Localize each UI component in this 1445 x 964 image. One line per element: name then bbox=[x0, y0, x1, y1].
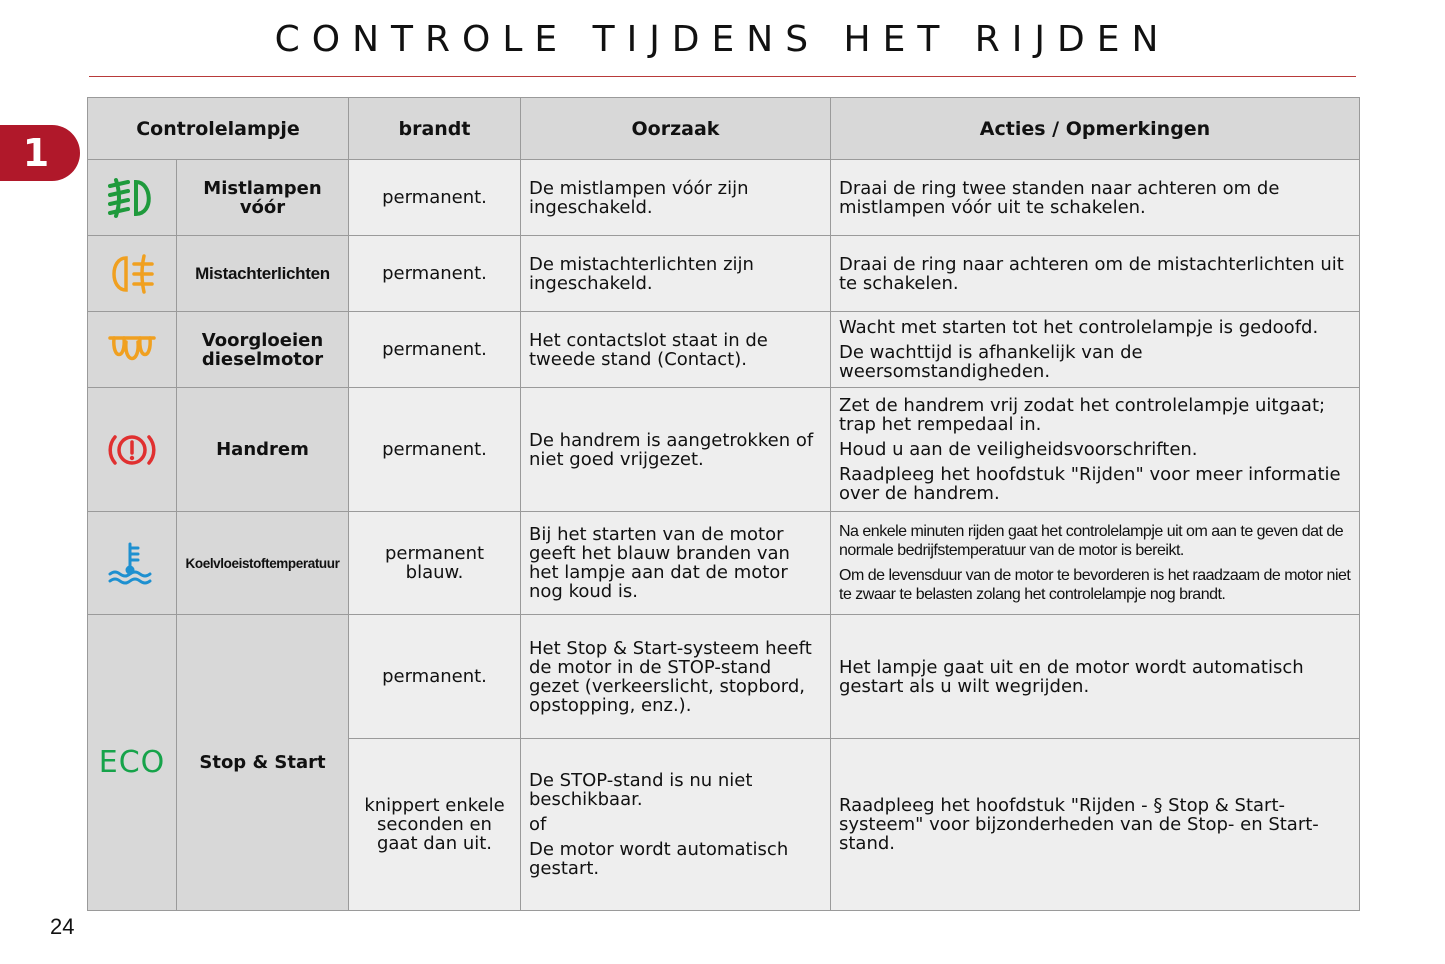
header-warning-lamp: Controlelampje bbox=[88, 98, 349, 160]
lamp-name: Stop & Start bbox=[177, 615, 349, 911]
lit-status: permanent. bbox=[349, 312, 521, 388]
lit-status: permanent blauw. bbox=[349, 512, 521, 615]
title-divider bbox=[89, 76, 1356, 77]
action-text: Om de levensduur van de motor te bevorderen is het raadzaam de motor niet te zwaar te belasten zolang het controlelampje nog brandt. bbox=[839, 567, 1351, 603]
header-lit: brandt bbox=[349, 98, 521, 160]
lit-status: knippert enkele seconden en gaat dan uit. bbox=[349, 739, 521, 911]
table-row bbox=[88, 236, 1360, 312]
header-cause: Oorzaak bbox=[521, 98, 831, 160]
cause-text: Het Stop & Start-systeem heeft de motor in de STOP-stand gezet (verkeerslicht, stopbord, opstopping, enz.). bbox=[529, 637, 812, 716]
cause-cell bbox=[521, 388, 831, 512]
actions-cell bbox=[831, 512, 1360, 615]
lamp-name: Mistachterlichten bbox=[177, 236, 349, 312]
action-text: Draai de ring twee standen naar achteren om de mistlampen vóór uit te schakelen. bbox=[839, 177, 1280, 218]
warning-lamps-table bbox=[87, 97, 1360, 911]
action-text: Houd u aan de veiligheidsvoorschriften. bbox=[839, 439, 1198, 460]
cause-cell bbox=[521, 312, 831, 388]
cause-text: De mistachterlichten zijn ingeschakeld. bbox=[529, 253, 754, 294]
page-title: CONTROLE TIJDENS HET RIJDEN bbox=[274, 19, 1171, 60]
cause-cell bbox=[521, 739, 831, 911]
icon-cell bbox=[88, 160, 177, 236]
lit-status: permanent. bbox=[349, 160, 521, 236]
action-text: Draai de ring naar achteren om de mistachterlichten uit te schakelen. bbox=[839, 253, 1344, 294]
icon-cell bbox=[88, 615, 177, 911]
page-number: 24 bbox=[50, 914, 75, 939]
cause-text: Bij het starten van de motor geeft het blauw branden van het lampje aan dat de motor nog koud is. bbox=[529, 524, 790, 602]
header-actions: Acties / Opmerkingen bbox=[831, 98, 1360, 160]
lit-status: permanent. bbox=[349, 615, 521, 739]
action-text: De wachttijd is afhankelijk van de weersomstandigheden. bbox=[839, 342, 1143, 382]
cause-text: De motor wordt automatisch gestart. bbox=[529, 839, 789, 879]
cause-text: De mistlampen vóór zijn ingeschakeld. bbox=[529, 177, 749, 218]
lamp-name: Mistlampen vóór bbox=[177, 160, 349, 236]
cause-text: of bbox=[529, 814, 547, 835]
chapter-tab: 1 bbox=[0, 125, 80, 181]
glow-plug-icon bbox=[88, 332, 176, 368]
cause-text: Het contactslot staat in de tweede stand (Contact). bbox=[529, 329, 768, 370]
actions-cell bbox=[831, 388, 1360, 512]
parking-brake-icon bbox=[88, 428, 176, 472]
actions-cell bbox=[831, 615, 1360, 739]
lamp-name: Koelvloeistoftemperatuur bbox=[177, 512, 349, 615]
table-row bbox=[88, 160, 1360, 236]
cause-cell bbox=[521, 512, 831, 615]
actions-cell bbox=[831, 312, 1360, 388]
action-text: Zet de handrem vrij zodat het controlelampje uitgaat; trap het rempedaal in. bbox=[839, 395, 1326, 435]
actions-cell bbox=[831, 739, 1360, 911]
action-text: Wacht met starten tot het controlelampje is gedoofd. bbox=[839, 317, 1319, 338]
action-text: Het lampje gaat uit en de motor wordt automatisch gestart als u wilt wegrijden. bbox=[839, 656, 1304, 697]
rear-fog-lamp-icon bbox=[88, 252, 176, 296]
table-row bbox=[88, 312, 1360, 388]
action-text: Raadpleeg het hoofdstuk "Rijden" voor meer informatie over de handrem. bbox=[839, 464, 1341, 504]
table-header-row bbox=[88, 98, 1360, 160]
front-fog-lamp-icon bbox=[88, 176, 176, 220]
cause-cell bbox=[521, 160, 831, 236]
action-text: Raadpleeg het hoofdstuk "Rijden - § Stop & Start-systeem" voor bijzonderheden van de Stop- en Start-stand. bbox=[839, 795, 1319, 854]
lit-status: permanent. bbox=[349, 236, 521, 312]
icon-cell bbox=[88, 236, 177, 312]
action-text: Na enkele minuten rijden gaat het controlelampje uit om aan te geven dat de normale bedrijfstemperatuur van de motor is bereikt. bbox=[839, 523, 1344, 559]
actions-cell bbox=[831, 236, 1360, 312]
lamp-name: Handrem bbox=[177, 388, 349, 512]
cause-text: De handrem is aangetrokken of niet goed vrijgezet. bbox=[529, 429, 814, 470]
table-row bbox=[88, 388, 1360, 512]
cause-text: De STOP-stand is nu niet beschikbaar. bbox=[529, 770, 753, 810]
icon-cell bbox=[88, 388, 177, 512]
actions-cell bbox=[831, 160, 1360, 236]
lit-status: permanent. bbox=[349, 388, 521, 512]
cause-cell bbox=[521, 615, 831, 739]
cause-cell bbox=[521, 236, 831, 312]
coolant-temperature-icon bbox=[88, 540, 176, 586]
icon-cell bbox=[88, 312, 177, 388]
table-row bbox=[88, 512, 1360, 615]
table-row bbox=[88, 615, 1360, 739]
eco-icon: ECO bbox=[98, 745, 166, 780]
lamp-name: Voorgloeien dieselmotor bbox=[177, 312, 349, 388]
icon-cell bbox=[88, 512, 177, 615]
